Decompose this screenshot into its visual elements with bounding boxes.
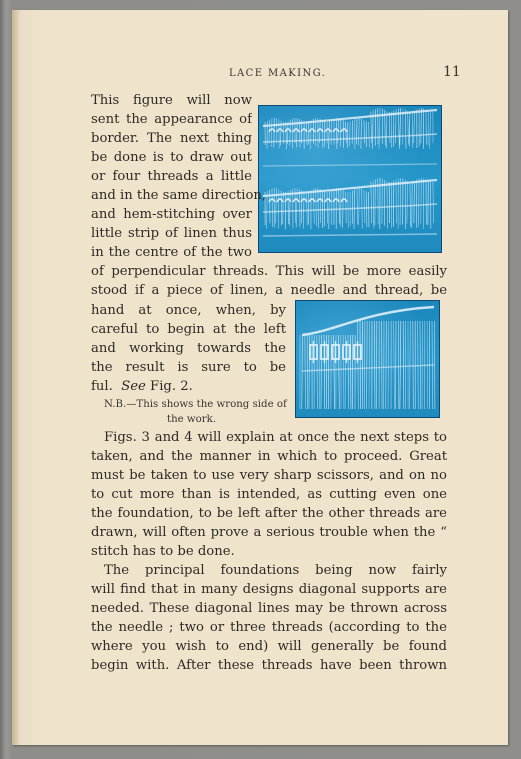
lace-thread xyxy=(318,188,319,228)
lace-thread xyxy=(281,191,282,226)
text-line: careful to begin at the left xyxy=(91,322,286,337)
plate-note: the work. xyxy=(167,414,217,425)
lace-thread xyxy=(410,182,411,226)
book-page xyxy=(12,10,508,745)
page-number: 11 xyxy=(443,64,461,80)
text-line: will find that in many designs diagonal supports are xyxy=(91,582,447,597)
lace-thread xyxy=(394,321,395,409)
text-line: drawn, will often prove a serious trouble when the “ xyxy=(91,525,447,540)
lace-thread xyxy=(364,190,365,223)
lace-thread xyxy=(387,181,388,228)
lace-thread xyxy=(412,112,413,148)
text-line: hand at once, when, by xyxy=(91,303,286,318)
lace-thread xyxy=(407,181,408,223)
text-line: the needle ; two or three threads (according to the xyxy=(91,620,447,635)
text-line: little strip of linen thus xyxy=(91,226,252,241)
text-line: and in the same direction, xyxy=(91,188,267,203)
text-line: Figs. 3 and 4 will explain at once the next steps to xyxy=(104,430,447,445)
lace-thread xyxy=(331,120,332,144)
lace-thread xyxy=(302,365,434,371)
text-line: or four threads a little xyxy=(91,169,252,184)
lace-thread xyxy=(371,182,372,223)
lace-thread xyxy=(293,129,299,132)
plate-note: N.B.—This shows the wrong side of xyxy=(104,399,287,410)
running-title: LACE MAKING. xyxy=(229,68,327,79)
text-line: This figure will now xyxy=(91,93,252,108)
lace-thread xyxy=(361,119,362,149)
lace-thread xyxy=(364,120,365,143)
lace-thread xyxy=(283,192,284,224)
lace-thread xyxy=(305,335,306,409)
lace-thread xyxy=(414,181,415,223)
lace-thread xyxy=(409,112,410,146)
lace-thread xyxy=(358,118,359,145)
lace-thread xyxy=(263,164,437,166)
text-line: to cut more than is intended, as cutting even one xyxy=(91,487,447,502)
text-line: the foundation, to be left after the other threads are xyxy=(91,506,447,521)
lace-thread xyxy=(346,191,347,223)
page-gutter-shading xyxy=(12,10,20,745)
lace-hemstitch-illustration xyxy=(296,301,439,417)
lace-thread xyxy=(306,192,307,225)
lace-thread xyxy=(356,118,357,144)
lace-thread xyxy=(373,181,374,229)
lace-thread xyxy=(327,192,328,223)
lace-thread xyxy=(277,129,283,132)
lace-thread xyxy=(408,111,409,143)
lace-thread xyxy=(359,188,360,225)
lace-thread xyxy=(357,188,358,224)
lace-thread xyxy=(366,321,367,409)
lace-thread xyxy=(269,129,275,132)
lace-thread xyxy=(334,335,335,409)
lace-thread xyxy=(306,122,307,145)
lace-thread xyxy=(349,122,350,146)
text-line: and hem-stitching over xyxy=(91,207,252,222)
lace-thread xyxy=(302,307,434,335)
text-line: must be taken to use very sharp scissors, and on no xyxy=(91,468,447,483)
lace-thread xyxy=(276,188,277,223)
text-line: needed. These diagonal lines may be thrown across xyxy=(91,601,447,616)
lace-thread xyxy=(309,199,315,202)
lace-border-illustration-top xyxy=(259,106,441,252)
lace-thread xyxy=(386,321,387,409)
lace-thread xyxy=(289,190,290,226)
lace-thread xyxy=(325,129,331,132)
text-line: begin with. After these threads have been thrown xyxy=(91,658,447,673)
lace-thread xyxy=(333,129,339,132)
text-line: and working towards the xyxy=(91,341,286,356)
lace-plate-top xyxy=(258,105,442,253)
lace-thread xyxy=(302,335,303,409)
text-line xyxy=(91,377,193,397)
text-line: sent the appearance of xyxy=(91,112,252,127)
text-line: where you wish to end) will generally be found xyxy=(91,639,447,654)
lace-thread xyxy=(413,321,414,409)
lace-thread xyxy=(395,321,396,409)
lace-thread xyxy=(325,199,331,202)
text-line: the result is sure to be xyxy=(91,360,286,375)
lace-thread xyxy=(340,119,341,147)
lace-thread xyxy=(410,321,411,409)
lace-thread xyxy=(336,118,337,149)
lace-thread xyxy=(309,129,315,132)
lace-thread xyxy=(271,119,272,147)
see-word: See xyxy=(121,379,146,394)
text-line: be done is to draw out xyxy=(91,150,252,165)
text-line: stitch has to be done. xyxy=(91,544,235,559)
lace-thread xyxy=(341,199,347,202)
text-line: taken, and the manner in which to proceed. Great xyxy=(91,449,447,464)
lace-thread xyxy=(286,122,287,149)
lace-thread xyxy=(379,108,380,149)
lace-thread xyxy=(369,321,370,409)
lace-thread xyxy=(339,188,340,223)
lace-thread xyxy=(403,321,404,409)
lace-thread xyxy=(358,321,359,409)
lace-thread xyxy=(277,199,283,202)
text-line: border. The next thing xyxy=(91,131,252,146)
lace-thread xyxy=(366,191,367,227)
running-header xyxy=(229,64,461,82)
lace-thread xyxy=(421,178,422,224)
lace-thread xyxy=(316,188,317,226)
lace-thread xyxy=(418,321,419,409)
lace-thread xyxy=(329,122,330,149)
text-fragment: ful. xyxy=(91,379,113,394)
text-line: The principal foundations being now fairly xyxy=(104,563,447,578)
lace-thread xyxy=(414,111,415,143)
lace-thread xyxy=(388,321,389,409)
lace-thread xyxy=(418,178,419,226)
text-line: of perpendicular threads. This will be more easily xyxy=(91,264,447,279)
lace-thread xyxy=(313,189,314,224)
text-line: stood if a piece of linen, a needle and thread, be xyxy=(91,283,447,298)
lace-thread xyxy=(400,178,401,225)
lace-thread xyxy=(374,321,375,409)
lace-thread xyxy=(421,108,422,144)
lace-thread xyxy=(293,199,299,202)
lace-thread xyxy=(433,182,434,223)
lace-plate-bottom xyxy=(295,300,440,418)
lace-thread xyxy=(263,234,437,236)
lace-thread xyxy=(389,112,390,143)
fig-reference: Fig. 2. xyxy=(150,379,193,394)
lace-thread xyxy=(341,129,347,132)
lace-thread xyxy=(400,321,401,409)
lace-thread xyxy=(348,335,349,409)
lace-thread xyxy=(369,122,370,147)
text-line: in the centre of the two xyxy=(91,245,252,260)
lace-thread xyxy=(405,110,406,149)
lace-thread xyxy=(430,112,431,149)
